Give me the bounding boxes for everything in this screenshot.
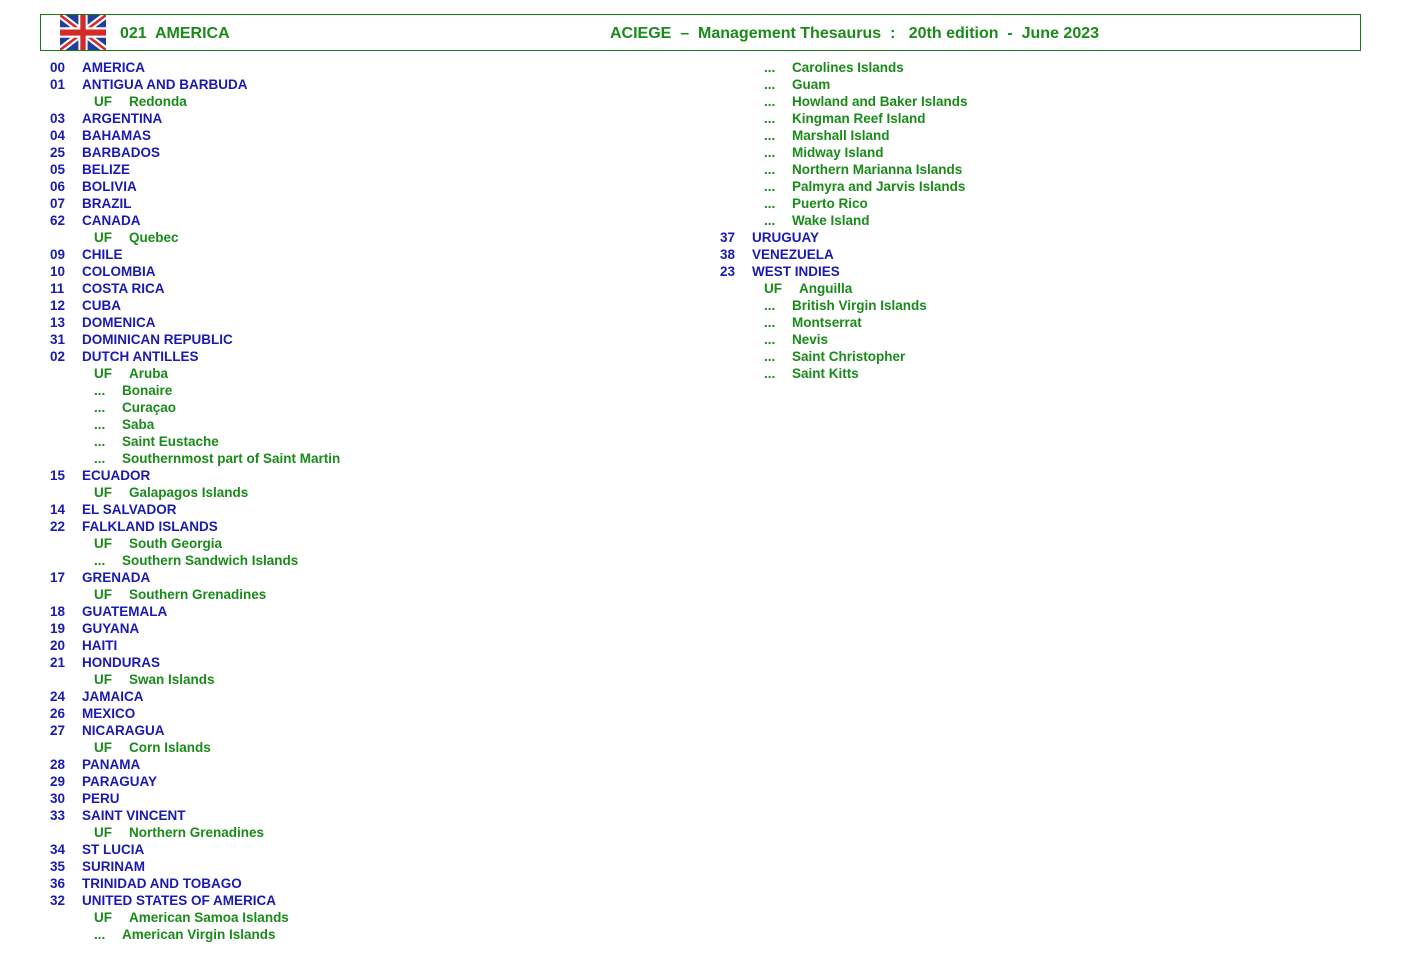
continuation-term: Saba — [122, 417, 155, 432]
continuation-marker: ... — [764, 111, 776, 126]
continuation-marker: ... — [94, 451, 106, 466]
continuation-marker: ... — [94, 383, 106, 398]
term-code: 37 — [720, 230, 736, 245]
term-name: HONDURAS — [82, 655, 161, 670]
term-name: GRENADA — [82, 570, 151, 585]
term-code: 34 — [50, 842, 66, 857]
term-name: MEXICO — [82, 706, 136, 721]
term-name: PERU — [82, 791, 120, 806]
term-name: PANAMA — [82, 757, 141, 772]
continuation-marker: ... — [764, 145, 776, 160]
continuation-marker: ... — [764, 213, 776, 228]
section-title: 021 AMERICA — [120, 25, 230, 42]
term-name: CUBA — [82, 298, 121, 313]
term-code: 36 — [50, 876, 66, 891]
term-code: 33 — [50, 808, 66, 823]
term-code: 18 — [50, 604, 66, 619]
continuation-marker: ... — [94, 434, 106, 449]
continuation-marker: ... — [94, 927, 106, 942]
term-name: BOLIVIA — [82, 179, 137, 194]
term-name: BELIZE — [82, 162, 131, 177]
term-name: AMERICA — [82, 60, 145, 75]
continuation-marker: ... — [764, 349, 776, 364]
term-name: GUYANA — [82, 621, 140, 636]
use-for-marker: UF — [94, 740, 112, 755]
term-code: 23 — [720, 264, 736, 279]
use-for-term: Aruba — [129, 366, 169, 381]
term-name: PARAGUAY — [82, 774, 158, 789]
term-code: 20 — [50, 638, 66, 653]
term-name: FALKLAND ISLANDS — [82, 519, 218, 534]
continuation-term: Montserrat — [792, 315, 862, 330]
document-title: ACIEGE – Management Thesaurus : 20th edition - June 2023 — [610, 25, 1100, 42]
term-name: BRAZIL — [82, 196, 132, 211]
continuation-term: Marshall Island — [792, 128, 890, 143]
continuation-marker: ... — [764, 77, 776, 92]
use-for-marker: UF — [94, 910, 112, 925]
use-for-term: Corn Islands — [129, 740, 211, 755]
term-code: 06 — [50, 179, 66, 194]
term-name: VENEZUELA — [752, 247, 834, 262]
term-name: DOMENICA — [82, 315, 156, 330]
term-code: 09 — [50, 247, 66, 262]
continuation-marker: ... — [94, 417, 106, 432]
term-name: SAINT VINCENT — [82, 808, 186, 823]
term-name: ECUADOR — [82, 468, 151, 483]
continuation-marker: ... — [764, 128, 776, 143]
continuation-term: Midway Island — [792, 145, 884, 160]
continuation-term: Saint Kitts — [792, 366, 859, 381]
continuation-term: American Virgin Islands — [122, 927, 276, 942]
continuation-term: Curaçao — [122, 400, 177, 415]
term-name: DOMINICAN REPUBLIC — [82, 332, 233, 347]
term-name: JAMAICA — [82, 689, 144, 704]
term-name: ST LUCIA — [82, 842, 145, 857]
term-code: 10 — [50, 264, 66, 279]
term-name: EL SALVADOR — [82, 502, 177, 517]
term-code: 28 — [50, 757, 66, 772]
term-name: CANADA — [82, 213, 141, 228]
continuation-marker: ... — [94, 553, 106, 568]
term-name: DUTCH ANTILLES — [82, 349, 199, 364]
continuation-term: Guam — [792, 77, 831, 92]
term-name: ANTIGUA AND BARBUDA — [82, 77, 248, 92]
continuation-term: Carolines Islands — [792, 60, 904, 75]
term-name: NICARAGUA — [82, 723, 165, 738]
continuation-term: Howland and Baker Islands — [792, 94, 968, 109]
term-code: 14 — [50, 502, 66, 517]
use-for-term: South Georgia — [129, 536, 223, 551]
term-code: 03 — [50, 111, 66, 126]
use-for-marker: UF — [94, 230, 112, 245]
continuation-marker: ... — [764, 94, 776, 109]
term-code: 22 — [50, 519, 66, 534]
term-code: 17 — [50, 570, 66, 585]
term-name: COLOMBIA — [82, 264, 156, 279]
continuation-term: Southern Sandwich Islands — [122, 553, 299, 568]
continuation-term: Southernmost part of Saint Martin — [122, 451, 341, 466]
term-code: 38 — [720, 247, 736, 262]
term-code: 26 — [50, 706, 66, 721]
use-for-term: Galapagos Islands — [129, 485, 249, 500]
continuation-marker: ... — [94, 400, 106, 415]
term-name: WEST INDIES — [752, 264, 840, 279]
term-name: BARBADOS — [82, 145, 161, 160]
term-name: ARGENTINA — [82, 111, 163, 126]
use-for-term: Quebec — [129, 230, 179, 245]
use-for-marker: UF — [94, 672, 112, 687]
use-for-marker: UF — [94, 587, 112, 602]
continuation-marker: ... — [764, 162, 776, 177]
use-for-term: Anguilla — [799, 281, 853, 296]
continuation-term: Saint Eustache — [122, 434, 219, 449]
term-code: 25 — [50, 145, 66, 160]
term-name: GUATEMALA — [82, 604, 168, 619]
term-code: 62 — [50, 213, 66, 228]
term-code: 11 — [50, 281, 65, 296]
continuation-marker: ... — [764, 332, 776, 347]
use-for-marker: UF — [764, 281, 782, 296]
term-name: BAHAMAS — [82, 128, 151, 143]
term-code: 01 — [50, 77, 66, 92]
term-code: 24 — [50, 689, 66, 704]
term-code: 31 — [50, 332, 66, 347]
term-code: 15 — [50, 468, 66, 483]
continuation-term: Nevis — [792, 332, 829, 347]
continuation-marker: ... — [764, 60, 776, 75]
uk-flag-icon — [60, 15, 106, 50]
continuation-marker: ... — [764, 366, 776, 381]
term-code: 04 — [50, 128, 66, 143]
continuation-term: Palmyra and Jarvis Islands — [792, 179, 966, 194]
term-code: 13 — [50, 315, 66, 330]
continuation-marker: ... — [764, 298, 776, 313]
use-for-marker: UF — [94, 825, 112, 840]
term-code: 29 — [50, 774, 66, 789]
term-name: UNITED STATES OF AMERICA — [82, 893, 276, 908]
use-for-marker: UF — [94, 366, 112, 381]
continuation-marker: ... — [764, 315, 776, 330]
continuation-marker: ... — [764, 196, 776, 211]
term-code: 05 — [50, 162, 66, 177]
term-code: 12 — [50, 298, 66, 313]
term-code: 32 — [50, 893, 66, 908]
continuation-term: Puerto Rico — [792, 196, 868, 211]
use-for-marker: UF — [94, 94, 112, 109]
term-code: 35 — [50, 859, 66, 874]
use-for-term: Southern Grenadines — [129, 587, 267, 602]
use-for-marker: UF — [94, 536, 112, 551]
use-for-term: Northern Grenadines — [129, 825, 265, 840]
term-name: TRINIDAD AND TOBAGO — [82, 876, 242, 891]
continuation-term: British Virgin Islands — [792, 298, 927, 313]
use-for-term: Swan Islands — [129, 672, 215, 687]
term-code: 21 — [50, 655, 66, 670]
term-code: 07 — [50, 196, 66, 211]
use-for-term: Redonda — [129, 94, 187, 109]
continuation-term: Kingman Reef Island — [792, 111, 926, 126]
continuation-marker: ... — [764, 179, 776, 194]
term-name: URUGUAY — [752, 230, 820, 245]
continuation-term: Saint Christopher — [792, 349, 906, 364]
continuation-term: Northern Marianna Islands — [792, 162, 963, 177]
term-name: SURINAM — [82, 859, 145, 874]
term-code: 27 — [50, 723, 66, 738]
term-name: HAITI — [82, 638, 118, 653]
term-code: 19 — [50, 621, 66, 636]
continuation-term: Wake Island — [792, 213, 870, 228]
term-code: 00 — [50, 60, 66, 75]
use-for-marker: UF — [94, 485, 112, 500]
continuation-term: Bonaire — [122, 383, 173, 398]
term-code: 30 — [50, 791, 66, 806]
term-code: 02 — [50, 349, 66, 364]
page-header — [40, 14, 1361, 51]
use-for-term: American Samoa Islands — [129, 910, 289, 925]
term-name: CHILE — [82, 247, 123, 262]
term-name: COSTA RICA — [82, 281, 165, 296]
